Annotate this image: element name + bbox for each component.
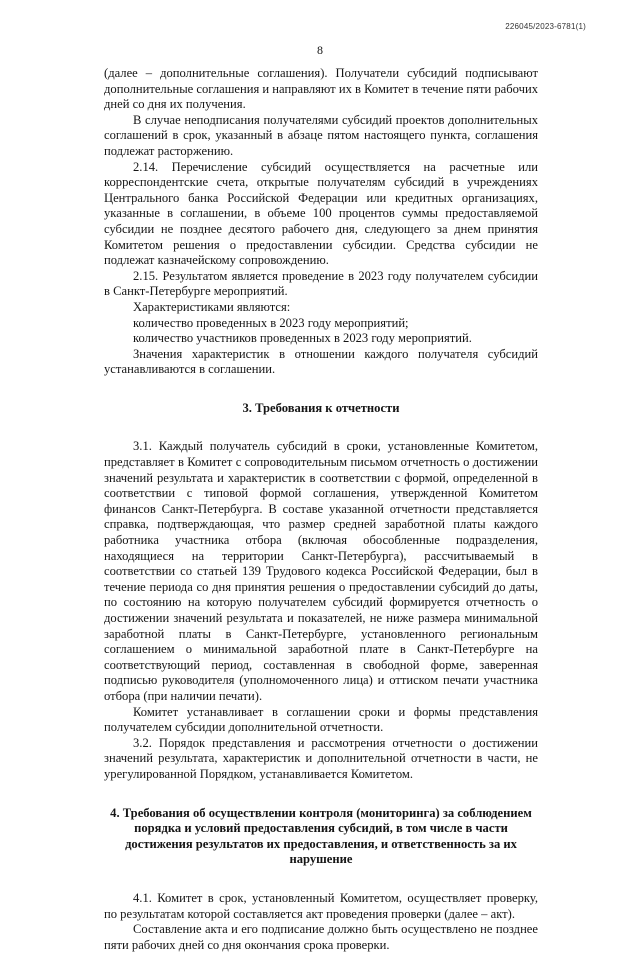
paragraph-characteristics-intro: Характеристиками являются: <box>133 299 291 314</box>
paragraph-additional-reporting: Комитет устанавливает в соглашении сроки и формы представления получателем субсидии дополнительной отчетности. <box>104 704 538 735</box>
document-registration-stamp: 226045/2023-6781(1) <box>505 22 586 31</box>
list-item-events-count: количество проведенных в 2023 году мероприятий; <box>133 315 409 330</box>
paragraph-2-14: 2.14. Перечисление субсидий осуществляется на расчетные или корреспондентские счета, открытые получателям субсидий в учреждениях Центрального банка Российской Федерации или кредитных организациях, указанные в соглашении, в объеме 100 процентов суммы предоставляемой субсидии не позднее десятого рабочего дня, следующего за днем принятия Комитетом решения о предоставлении субсидии. Средства субсидии не подлежат казначейскому сопровождению. <box>104 159 538 268</box>
spacer <box>104 378 538 401</box>
paragraph-act-deadline: Составление акта и его подписание должно быть осуществлено не позднее пяти рабочих дней со дня окончания срока проверки. <box>104 922 538 952</box>
spacer <box>104 868 538 891</box>
section-heading-4: 4. Требования об осуществлении контроля (мониторинга) за соблюдением порядка и условий предоставления субсидий, в том числе в части достижения результатов их предоставления, и ответственность за их нарушение <box>110 805 532 867</box>
paragraph-additional-agreements: (далее – дополнительные соглашения). Получатели субсидий подписывают дополнительные соглашения и направляют их в Комитет в течение пяти рабочих дней со дня их получения. <box>104 66 538 112</box>
spacer <box>104 783 538 806</box>
paragraph-non-signing: В случае неподписания получателями субсидий проектов дополнительных соглашений в срок, указанный в абзаце пятом настоящего пункта, соглашения подлежат расторжению. <box>104 112 538 158</box>
paragraph-2-15: 2.15. Результатом является проведение в 2023 году получателем субсидии в Санкт-Петербурге мероприятий. <box>104 268 538 299</box>
spacer <box>104 416 538 439</box>
page-number: 8 <box>317 43 323 57</box>
paragraph-4-1: 4.1. Комитет в срок, установленный Комитетом, осуществляет проверку, по результатам которой составляется акт проведения проверки (далее – акт). <box>104 890 538 921</box>
paragraph-characteristic-values: Значения характеристик в отношении каждого получателя субсидий устанавливаются в соглашении. <box>104 346 538 377</box>
section-heading-3: 3. Требования к отчетности <box>242 400 400 415</box>
document-body <box>104 66 538 953</box>
list-item-participants-count: количество участников проведенных в 2023 году мероприятий. <box>133 331 472 346</box>
paragraph-3-2: 3.2. Порядок представления и рассмотрения отчетности о достижении значений результата, характеристик и дополнительной отчетности в части, не урегулированной Порядком, устанавливается Комитетом. <box>104 735 538 781</box>
paragraph-3-1: 3.1. Каждый получатель субсидий в сроки, установленные Комитетом, представляет в Комитет с сопроводительным письмом отчетность о достижении значений результата и характеристик в соответствии с формой, определенной в соответствии с типовой формой соглашения, утвержденной Комитетом финансов Санкт-Петербурга. В составе указанной отчетности представляется справка, подтверждающая, что размер средней заработной платы каждого работника участника отбора (включая обособленные подразделения, находящиеся на территории Санкт-Петербурга), рассчитываемый в соответствии со статьей 139 Трудового кодекса Российской Федерации, был в течение периода со дня принятия решения о предоставлении субсидий до даты, по состоянию на которую получателем субсидий формируется отчетность о достижении значений результата и показателей, не ниже размера минимальной заработной платы в Санкт-Петербурге, установленного региональным соглашением о минимальной заработной плате в Санкт-Петербурге на соответствующий период, составленная в свободной форме, заверенная подписью руководителя (уполномоченного лица) и оттиском печати участника отбора (при наличии печати). <box>104 439 538 703</box>
